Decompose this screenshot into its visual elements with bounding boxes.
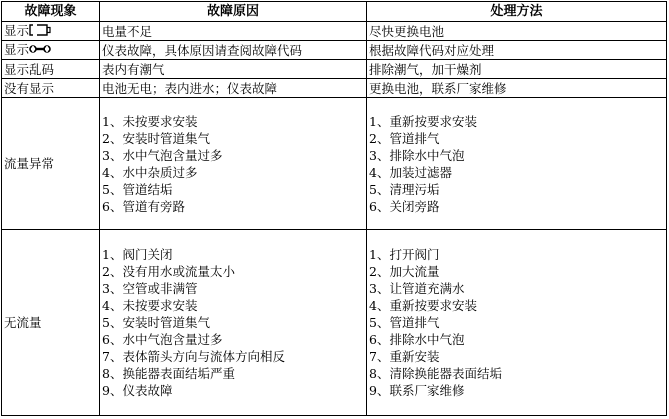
list-item: 1、重新按要求安装: [369, 113, 477, 129]
list-item: 6、排除水中气泡: [369, 332, 465, 347]
list-item: 7、表体箭头方向与流体方向相反: [102, 349, 285, 364]
solution-list: [369, 113, 666, 215]
table-row: [2, 79, 667, 98]
list-item: 8、清除换能器表面结垢: [369, 366, 502, 381]
list-item: 3、空管或非满管: [102, 281, 198, 296]
header-symptom: 故障现象: [2, 2, 100, 22]
list-item: 3、水中气泡含量过多: [102, 147, 223, 163]
list-item: 9、仪表故障: [102, 383, 173, 398]
table-row: [2, 60, 667, 79]
list-item: 4、水中杂质过多: [102, 164, 198, 180]
list-item: 5、安装时管道集气: [102, 315, 210, 330]
cause-cell: [100, 230, 367, 416]
list-item: 6、水中气泡含量过多: [102, 332, 223, 347]
cause-cell: 电量不足: [100, 22, 367, 41]
list-item: 4、重新按要求安装: [369, 298, 477, 313]
list-item: 2、加大流量: [369, 264, 440, 279]
list-item: 2、没有用水或流量太小: [102, 264, 235, 279]
cause-cell: [100, 98, 367, 230]
list-item: 6、关闭旁路: [369, 198, 440, 214]
table-header-row: [2, 2, 667, 22]
table-row-flow-abnormal: [2, 98, 667, 230]
cause-cell: 仪表故障，具体原因请查阅故障代码: [100, 41, 367, 60]
cause-cell: 表内有潮气: [100, 60, 367, 79]
symptom-text: 显示: [4, 23, 30, 38]
list-item: 3、让管道充满水: [369, 281, 465, 296]
symptom-cell: 无流量: [2, 230, 100, 416]
list-item: 1、阀门关闭: [102, 247, 173, 262]
table-row-no-flow: [2, 230, 667, 416]
list-item: 8、换能器表面结垢严重: [102, 366, 235, 381]
solution-list: [369, 246, 666, 399]
cause-cell: 电池无电；表内进水；仪表故障: [100, 79, 367, 98]
list-item: 5、管道结垢: [102, 181, 173, 197]
solution-cell: 尽快更换电池: [367, 22, 667, 41]
symptom-cell: 流量异常: [2, 98, 100, 230]
cause-list: [102, 246, 366, 399]
list-item: 1、未按要求安装: [102, 113, 198, 129]
solution-cell: 根据故障代码对应处理: [367, 41, 667, 60]
symptom-cell: [2, 22, 100, 41]
list-item: 5、管道排气: [369, 315, 440, 330]
cause-list: [102, 113, 366, 215]
solution-cell: 排除潮气，加干燥剂: [367, 60, 667, 79]
list-item: 1、打开阀门: [369, 247, 440, 262]
solution-cell: [367, 230, 667, 416]
list-item: 6、管道有旁路: [102, 198, 185, 214]
symptom-text: 显示: [4, 42, 30, 57]
symptom-cell: 没有显示: [2, 79, 100, 98]
solution-cell: [367, 98, 667, 230]
solution-cell: 更换电池，联系厂家维修: [367, 79, 667, 98]
table-row: [2, 22, 667, 41]
list-item: 9、联系厂家维修: [369, 383, 465, 398]
header-cause: 故障原因: [100, 2, 367, 22]
header-solution: 处理方法: [367, 2, 667, 22]
list-item: 4、加装过滤器: [369, 164, 452, 180]
list-item: 2、安装时管道集气: [102, 130, 210, 146]
battery-icon: [29, 23, 51, 40]
list-item: 4、未按要求安装: [102, 298, 198, 313]
list-item: 5、清理污垢: [369, 181, 440, 197]
symptom-cell: 显示乱码: [2, 60, 100, 79]
wrench-icon: [29, 42, 51, 59]
table-row: [2, 41, 667, 60]
list-item: 3、排除水中气泡: [369, 147, 465, 163]
troubleshooting-table: [1, 1, 667, 416]
list-item: 2、管道排气: [369, 130, 440, 146]
list-item: 7、重新安装: [369, 349, 440, 364]
symptom-cell: [2, 41, 100, 60]
